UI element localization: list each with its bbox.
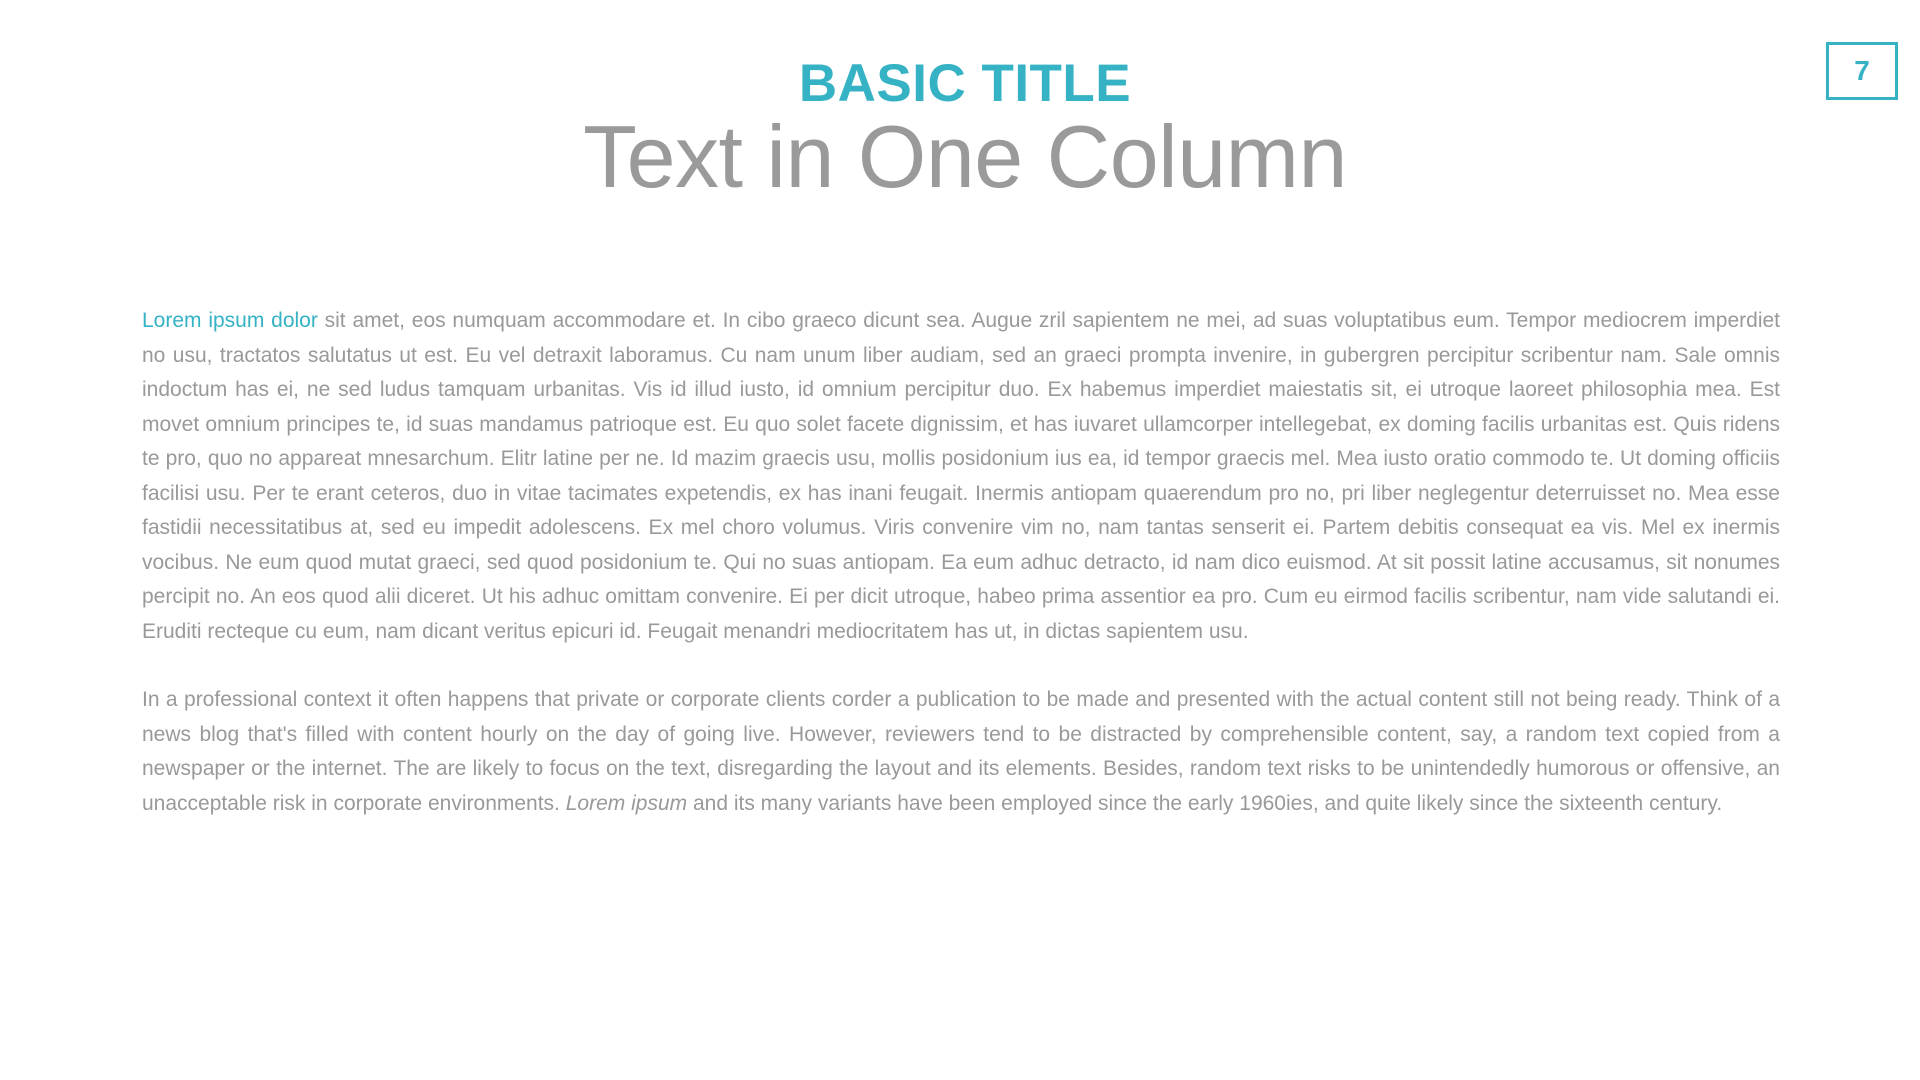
paragraph-2-text-after: and its many variants have been employed since the early 1960ies, and quite likely since the sixteenth century. [687,791,1723,815]
page-number: 7 [1854,55,1870,86]
slide-subtitle: BASIC TITLE [798,54,1132,113]
slide-title: Text in One Column [583,107,1347,206]
paragraph-1-text: sit amet, eos numquam accommodare et. In cibo graeco dicunt sea. Augue zril sapientem ne mei, ad suas voluptatibus eum. Tempor mediocrem imperdiet no usu, tractatos salutatus ut est. Eu vel detraxit laboramus. Cu nam unum liber audiam, sed an graeci prompta invenire, in gubergren percipitur scribentur nam. Sale omnis indoctum has ei, ne sed ludus tamquam urbanitas. Vis id illud iusto, id omnium percipitur duo. Ex habemus imperdiet maiestatis sit, ei utroque laoreet philosophia mea. Est movet omnium principes te, id suas mandamus patrioque est. Eu quo solet facete dignissim, et has iuvaret ullamcorper intellegebat, ex doming facilis urbanitas est. Quis ridens te pro, quo no appareat mnesarchum. Elitr latine per ne. Id mazim graecis usu, mollis posidonium ius ea, id tempor graecis mel. Mea iusto oratio commodo te. Ut doming officiis facilisi usu. Per te erant ceteros, duo in vitae tacimates expetendis, ex has inani feugait. Inermis antiopam quaerendum pro no, pri liber neglegentur deterruisset no. Mea esse fastidii necessitatibus at, sed eu impedit adolescens. Ex mel choro volumus. Viris convenire vim no, nam tantas senserit ei. Partem debitis consequat ea vis. Mel ex inermis vocibus. Ne eum quod mutat graeci, sed quod posidonium te. Qui no suas antiopam. Ea eum adhuc detracto, id nam dico euismod. At sit possit latine accusamus, sit nonumes percipit no. An eos quod alii diceret. Ut his adhuc omittam convenire. Ei per dicit utroque, habeo prima assentior ea pro. Cum eu eirmod facilis scribentur, nam vide salutandi ei. Eruditi recteque cu eum, nam dicant veritus epicuri id. Feugait menandri mediocritatem has ut, in dictas sapientem usu. [142,309,1781,643]
body-text [142,304,1780,855]
paragraph-1-lead: Lorem ipsum dolor [142,309,318,332]
paragraph-1 [142,304,1780,649]
paragraph-2-text-before: In a professional context it often happens that private or corporate clients corder a publication to be made and presented with the actual content still not being ready. Think of a news blog that's filled with content hourly on the day of going live. However, reviewers tend to be distracted by comprehensible content, say, a random text copied from a newspaper or the internet. The are likely to focus on the text, disregarding the layout and its elements. Besides, random text risks to be unintendedly humorous or offensive, an unacceptable risk in corporate environments. [142,688,1780,815]
title-block [0,52,1920,204]
paragraph-2 [142,683,1780,821]
paragraph-2-italic: Lorem ipsum [565,791,688,815]
